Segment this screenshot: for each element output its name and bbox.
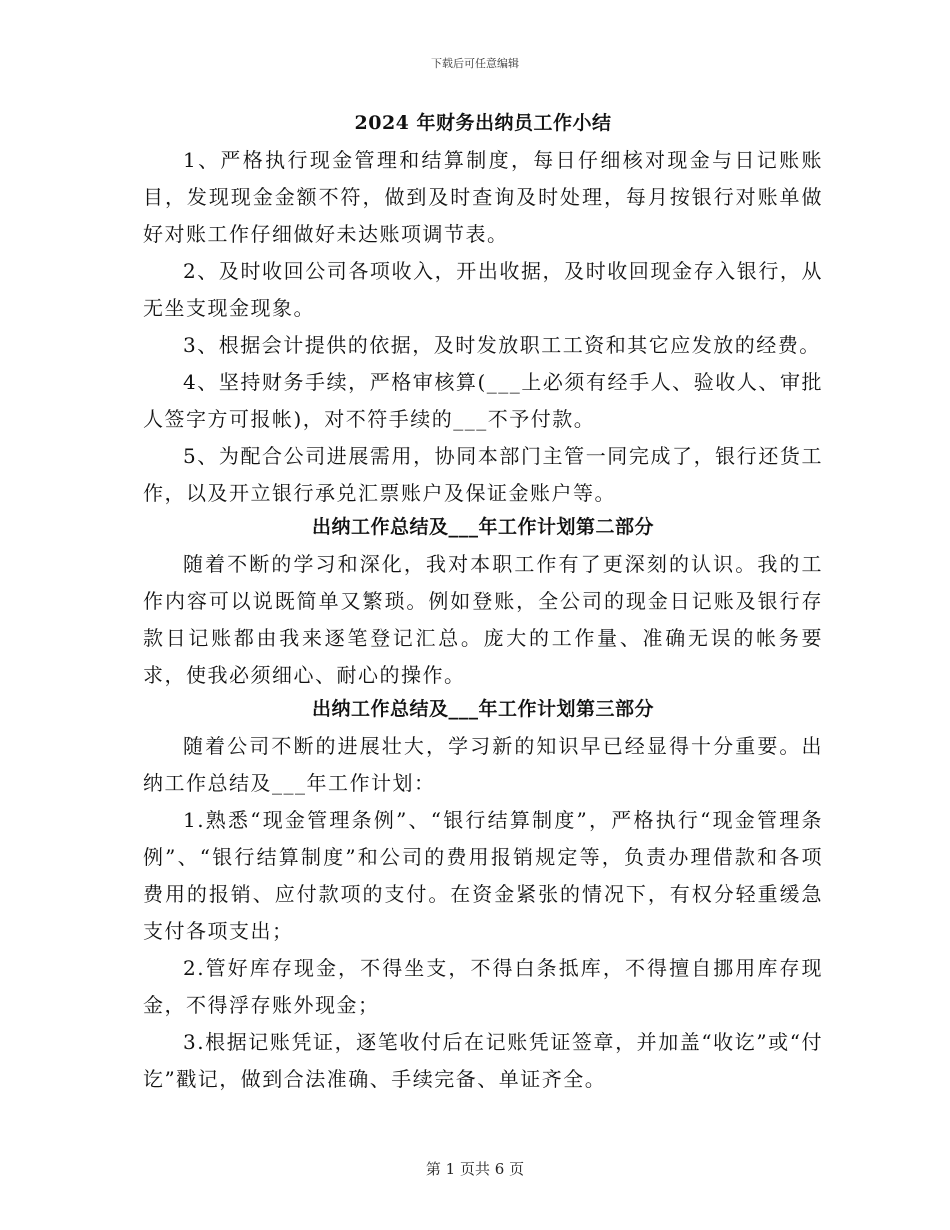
paragraph: 1.熟悉“现金管理条例”、“银行结算制度”，严格执行“现金管理条例”、“银行结算制度”和公司的费用报销规定等，负责办理借款和各项费用的报销、应付款项的支付。在资金紧张的情况下，有权分轻重缓急支付各项支出； <box>143 808 823 943</box>
section-part-three <box>143 698 823 1098</box>
paragraph: 随着公司不断的进展壮大，学习新的知识早已经显得十分重要。出纳工作总结及___年工作计划： <box>143 734 823 795</box>
section-title: 出纳工作总结及___年工作计划第三部分 <box>311 698 654 720</box>
section-title: 2024 年财务出纳员工作小结 <box>354 112 612 134</box>
paragraph: 2、及时收回公司各项收入，开出收据，及时收回现金存入银行，从无坐支现金现象。 <box>143 259 823 320</box>
paragraph: 1、严格执行现金管理和结算制度，每日仔细核对现金与日记账账目，发现现金金额不符，做到及时查询及时处理，每月按银行对账单做好对账工作仔细做好未达账项调节表。 <box>143 148 823 246</box>
section-part-two <box>143 516 823 694</box>
paragraph: 随着不断的学习和深化，我对本职工作有了更深刻的认识。我的工作内容可以说既简单又繁琐。例如登账，全公司的现金日记账及银行存款日记账都由我来逐笔登记汇总。庞大的工作量、准确无误的帐务要求，使我必须细心、耐心的操作。 <box>143 552 823 687</box>
page-header: 下载后可任意编辑 <box>431 57 519 70</box>
paragraph: 2.管好库存现金，不得坐支，不得白条抵库，不得擅自挪用库存现金，不得浮存账外现金； <box>143 956 823 1017</box>
paragraph: 3、根据会计提供的依据，及时发放职工工资和其它应发放的经费。 <box>183 333 821 357</box>
document-body <box>143 108 823 1098</box>
paragraph: 5、为配合公司进展需用，协同本部门主管一同完成了，银行还货工作，以及开立银行承兑汇票账户及保证金账户等。 <box>143 444 823 505</box>
paragraph: 3.根据记账凭证，逐笔收付后在记账凭证签章，并加盖“收讫”或“付讫”戳记，做到合法准确、手续完备、单证齐全。 <box>143 1030 823 1091</box>
page-footer: 第 1 页共 6 页 <box>425 1160 525 1178</box>
paragraph: 4、坚持财务手续，严格审核算(___上必须有经手人、验收人、审批人签字方可报帐)，对不符手续的___不予付款。 <box>143 370 823 431</box>
section-summary <box>143 112 823 512</box>
section-title: 出纳工作总结及___年工作计划第二部分 <box>311 516 654 538</box>
